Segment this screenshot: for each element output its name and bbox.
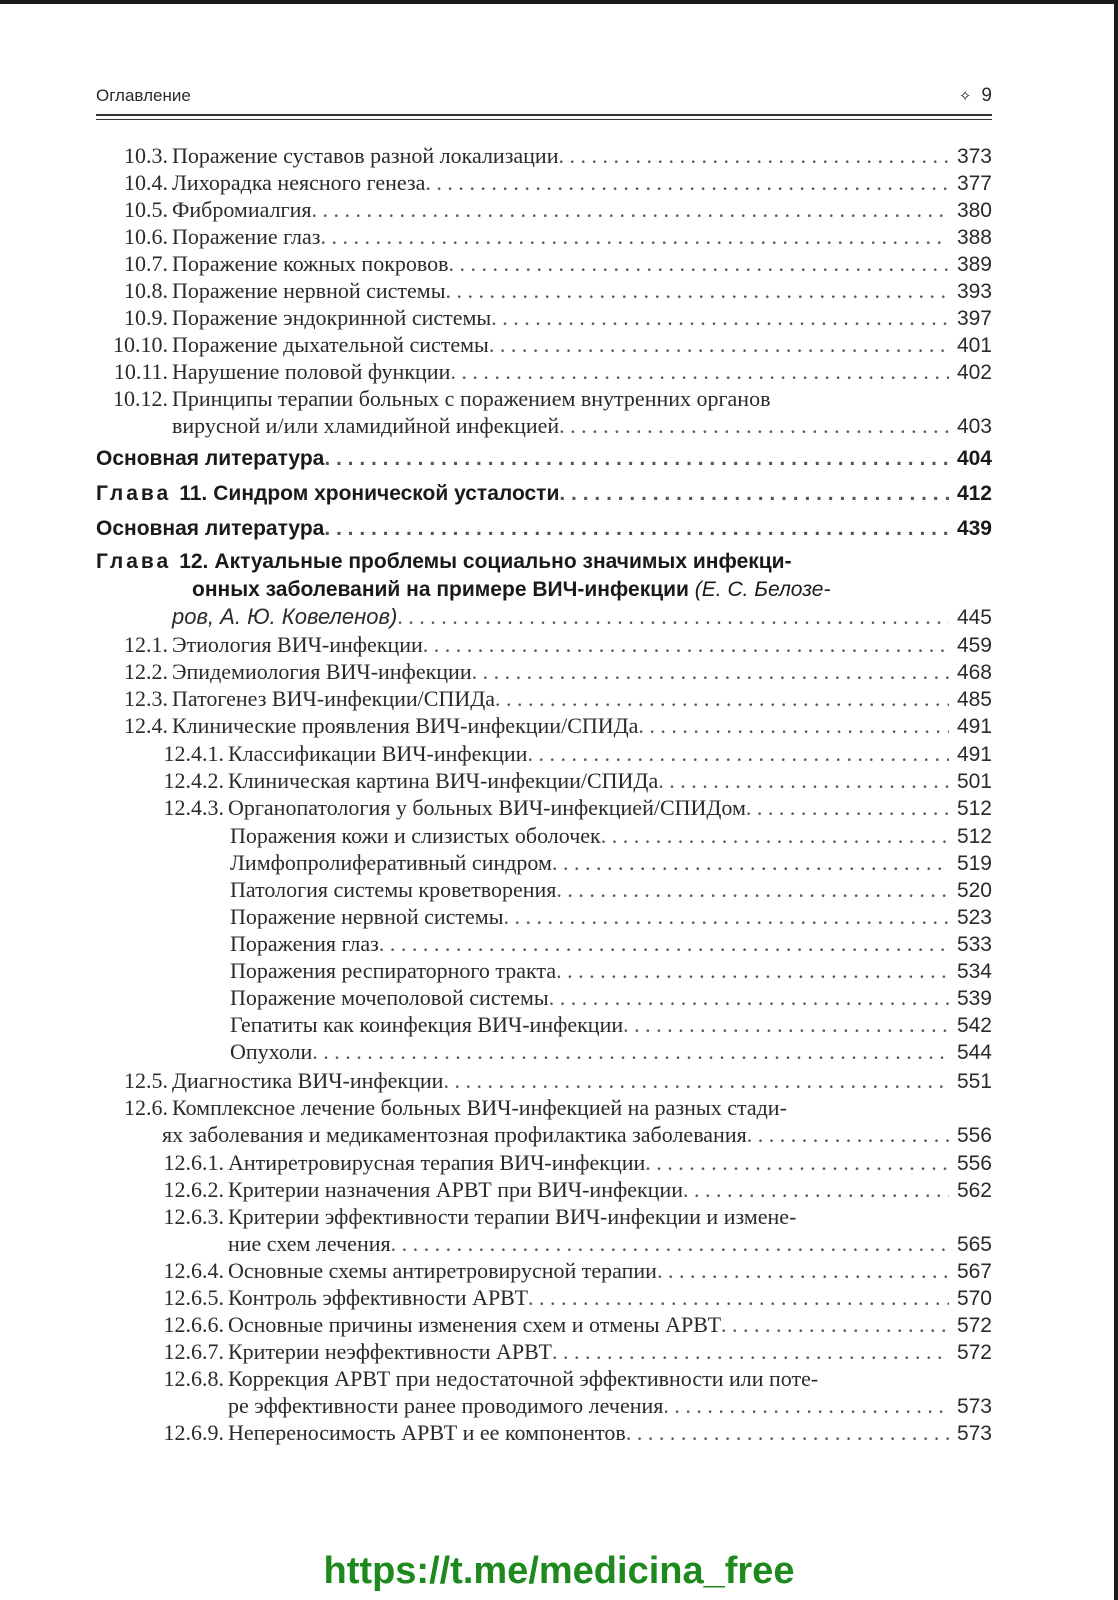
toc-entry-number: 10.12. [113, 386, 168, 411]
toc-entry-page: 542 [956, 1014, 992, 1037]
toc-entry-number: 12.2. [124, 659, 168, 684]
leader-dots [559, 412, 949, 439]
toc-entry-page: 573 [956, 1395, 992, 1418]
toc-entry-title-line1: Комплексное лечение больных ВИЧ-инфекцией на разных стади- [172, 1095, 787, 1120]
leader-dots [449, 250, 949, 277]
toc-entry-title: Основная литература [96, 447, 325, 470]
toc-entry-page: 373 [956, 145, 992, 168]
toc-entry-page: 534 [956, 960, 992, 983]
toc-entry-number: 12.6.1. [163, 1150, 224, 1175]
chapter-word: Глава [96, 482, 172, 505]
toc-entry-number: 10.6. [124, 224, 168, 249]
toc-entry-number: 10.7. [124, 251, 168, 276]
leader-dots [663, 1392, 949, 1419]
toc-entry-number: 12.6.4. [163, 1258, 224, 1283]
toc-entry-page: 572 [956, 1314, 992, 1337]
toc-entry-title: Эпидемиология ВИЧ-инфекции [172, 659, 472, 684]
leader-dots [626, 1419, 949, 1446]
leader-dots [746, 794, 949, 821]
toc-entry-page: 491 [956, 715, 992, 738]
leader-dots [397, 603, 949, 630]
leader-dots [311, 196, 948, 223]
toc-entry-title: Поражения глаз [230, 931, 379, 956]
toc-entry-title: Патология системы кроветворения [230, 877, 557, 902]
toc-entry-number: 12.4.3. [163, 795, 224, 820]
toc-entry-title: Лихорадка неясного генеза [172, 170, 426, 195]
toc-entry-page: 491 [956, 743, 992, 766]
toc-entry-page: 445 [956, 606, 992, 629]
toc-entry-page: 403 [956, 415, 992, 438]
toc-entry-number: 12.6.6. [163, 1312, 224, 1337]
toc-entry-page: 520 [956, 879, 992, 902]
leader-dots [559, 480, 949, 507]
toc-entry-title: Антиретровирусная терапия ВИЧ-инфекции [228, 1150, 646, 1175]
toc-entry-page: 544 [956, 1041, 992, 1064]
leader-dots [504, 903, 949, 930]
toc-entry-number: 12.1. [124, 632, 168, 657]
toc-entry-page: 565 [956, 1233, 992, 1256]
leader-dots [312, 1038, 949, 1065]
toc-entry-page: 519 [956, 852, 992, 875]
toc-entry-page: 393 [956, 280, 992, 303]
toc-entry-title: Поражение кожных покровов [172, 251, 449, 276]
toc-entry-page: 573 [956, 1422, 992, 1445]
toc-entry-number: 12.6.3. [163, 1204, 224, 1229]
leader-dots [552, 1338, 949, 1365]
leader-dots [658, 767, 949, 794]
toc-entry-title: Нарушение половой функции [172, 359, 451, 384]
leader-dots [425, 169, 949, 196]
toc-entry-page: 512 [956, 825, 992, 848]
leader-dots [623, 1011, 949, 1038]
toc-entry-number: 10.4. [124, 170, 168, 195]
toc-entry-number: 10.11. [113, 359, 168, 384]
leader-dots [391, 1230, 949, 1257]
toc-entry-title: Поражение эндокринной системы [172, 305, 492, 330]
toc-entry-title: Контроль эффективности АРВТ [228, 1285, 529, 1310]
page-edge-right [1114, 0, 1118, 1600]
toc-entry-number: 12.6.5. [163, 1285, 224, 1310]
toc-entry-number: 12.4.1. [163, 741, 224, 766]
toc-entry-title: Поражение глаз [172, 224, 321, 249]
toc-entry-page: 401 [956, 334, 992, 357]
header-rule [96, 114, 992, 116]
toc-entry-number: 10.8. [124, 278, 168, 303]
toc-entry-title: ние схем лечения [228, 1231, 391, 1256]
leader-dots [423, 631, 949, 658]
toc-entry-title-line2: онных заболеваний на примере ВИЧ-инфекции [192, 578, 689, 601]
leader-dots [527, 740, 949, 767]
leader-dots [638, 712, 949, 739]
toc-entry-title: Фибромиалгия [172, 197, 312, 222]
toc-entry-number: 10.10. [113, 332, 168, 357]
toc-entry-number: 12.6.9. [163, 1420, 224, 1445]
toc-entry-page: 562 [956, 1179, 992, 1202]
toc-entry-page: 388 [956, 226, 992, 249]
page-edge-top [0, 0, 1118, 4]
toc-entry-number: 12.6.7. [163, 1339, 224, 1364]
toc-entry-page: 389 [956, 253, 992, 276]
page-number: 9 [981, 85, 992, 106]
running-header-title: Оглавление [96, 86, 191, 105]
toc-entry-page: 572 [956, 1341, 992, 1364]
toc-entry-title-line1: Принципы терапии больных с поражением внутренних органов [172, 386, 771, 411]
toc-entry-number: 10.5. [124, 197, 168, 222]
toc-entry-page: 567 [956, 1260, 992, 1283]
chapter-number: 12. [179, 550, 209, 573]
leader-dots [446, 277, 949, 304]
toc-entry-page: 556 [956, 1124, 992, 1147]
toc-entry-title: Опухоли [230, 1039, 313, 1064]
toc-entry-number: 12.6.2. [163, 1177, 224, 1202]
toc-entry-page: 459 [956, 634, 992, 657]
toc-entry-page: 412 [956, 482, 992, 505]
toc-entry-page: 501 [956, 770, 992, 793]
chapter-number: 11. [179, 482, 208, 505]
toc-entry-authors: (Е. С. Белозе- [694, 578, 831, 601]
leader-dots [320, 223, 948, 250]
toc-entry-page: 512 [956, 797, 992, 820]
toc-entry-title: Органопатология у больных ВИЧ-инфекцией/СПИДом [228, 795, 746, 820]
toc-entry-title-line1: Коррекция АРВТ при недостаточной эффективности или поте- [228, 1366, 819, 1391]
toc-entry-number: 12.5. [124, 1068, 168, 1093]
toc-entry-page: 404 [956, 447, 992, 470]
toc-entry-title: Гепатиты как коинфекция ВИЧ-инфекции [230, 1012, 624, 1037]
footer-link[interactable]: https://t.me/medicina_free [323, 1550, 795, 1592]
leader-dots [472, 658, 949, 685]
ornament-icon: ✧ [958, 88, 972, 105]
leader-dots [324, 445, 949, 472]
toc-entry-number: 12.4. [124, 713, 168, 738]
running-header-page [959, 85, 992, 107]
leader-dots [549, 984, 949, 1011]
toc-entry-title: Клиническая картина ВИЧ-инфекции/СПИДа [228, 768, 659, 793]
leader-dots [601, 822, 949, 849]
toc-entry-title: Синдром хронической усталости [213, 482, 560, 505]
toc-entry-page: 570 [956, 1287, 992, 1310]
chapter-word: Глава [96, 550, 172, 573]
leader-dots [379, 930, 949, 957]
toc-entry-title: Патогенез ВИЧ-инфекции/СПИДа [172, 686, 495, 711]
toc-entry-title: Непереносимость АРВТ и ее компонентов [228, 1420, 626, 1445]
toc-entry-title: Лимфопролиферативный синдром [230, 850, 552, 875]
toc-entry-title: Основная литература [96, 517, 325, 540]
toc-entry-page: 397 [956, 307, 992, 330]
toc-entry-title: Этиология ВИЧ-инфекции [172, 632, 423, 657]
toc-entry-title: Диагностика ВИЧ-инфекции [172, 1068, 444, 1093]
leader-dots [645, 1149, 949, 1176]
toc-entry-page: 533 [956, 933, 992, 956]
toc-entry-title-line1: Актуальные проблемы социально значимых инфекци- [214, 550, 792, 573]
leader-dots [657, 1257, 949, 1284]
leader-dots [747, 1121, 949, 1148]
toc-entry-title: Клинические проявления ВИЧ-инфекции/СПИДа [172, 713, 639, 738]
toc-entry-title: Поражение мочеполовой системы [230, 985, 549, 1010]
toc-entry-page: 380 [956, 199, 992, 222]
header-rule-thin [96, 119, 992, 120]
leader-dots [489, 331, 949, 358]
toc-entry-title: ях заболевания и медикаментозная профилактика заболевания [162, 1122, 747, 1147]
toc-entry-title: Классификации ВИЧ-инфекции [228, 741, 528, 766]
toc-entry-number: 10.3. [124, 143, 168, 168]
leader-dots [552, 849, 949, 876]
running-header [96, 82, 992, 108]
leader-dots [450, 358, 949, 385]
leader-dots [495, 685, 949, 712]
leader-dots [683, 1176, 949, 1203]
toc-entry-title: Поражение нервной системы [172, 278, 446, 303]
toc-entry-title: Основные схемы антиретровирусной терапии [228, 1258, 657, 1283]
toc-entry-page: 523 [956, 906, 992, 929]
toc-entry-page: 468 [956, 661, 992, 684]
toc-entry-authors: ров, А. Ю. Ковеленов) [172, 604, 398, 629]
toc-entry-number: 10.9. [124, 305, 168, 330]
leader-dots [491, 304, 949, 331]
toc-entry-title: Поражение дыхательной системы [172, 332, 489, 357]
toc-entry-title: Поражения кожи и слизистых оболочек [230, 823, 601, 848]
toc-entry-number: 12.3. [124, 686, 168, 711]
toc-entry-title: ре эффективности ранее проводимого лечения [228, 1393, 664, 1418]
toc-entry-number: 12.6.8. [163, 1366, 224, 1391]
toc-entry-page: 556 [956, 1152, 992, 1175]
toc-entry-title: Критерии неэффективности АРВТ [228, 1339, 552, 1364]
toc-entry-page: 539 [956, 987, 992, 1010]
toc-entry-title: Поражения респираторного тракта [230, 958, 557, 983]
leader-dots [443, 1067, 949, 1094]
toc-entry-page: 439 [956, 517, 992, 540]
toc-entry-title-line1: Критерии эффективности терапии ВИЧ-инфекции и измене- [228, 1204, 797, 1229]
leader-dots [324, 515, 949, 542]
leader-dots [528, 1284, 949, 1311]
toc-entry-title: Поражение суставов разной локализации [172, 143, 559, 168]
toc-entry-page: 402 [956, 361, 992, 384]
toc-entry-page: 551 [956, 1070, 992, 1093]
toc-entry-number: 12.6. [124, 1095, 168, 1120]
toc-entry-title: Критерии назначения АРВТ при ВИЧ-инфекции [228, 1177, 684, 1202]
toc-entry-title: Поражение нервной системы [230, 904, 504, 929]
leader-dots [556, 957, 949, 984]
toc-entry-title: Основные причины изменения схем и отмены АРВТ [228, 1312, 722, 1337]
toc-entry-page: 377 [956, 172, 992, 195]
toc-entry-page: 485 [956, 688, 992, 711]
leader-dots [556, 876, 949, 903]
toc-entry-title: вирусной и/или хламидийной инфекцией [172, 413, 560, 438]
leader-dots [558, 142, 948, 169]
toc-entry-number: 12.4.2. [163, 768, 224, 793]
leader-dots [721, 1311, 949, 1338]
